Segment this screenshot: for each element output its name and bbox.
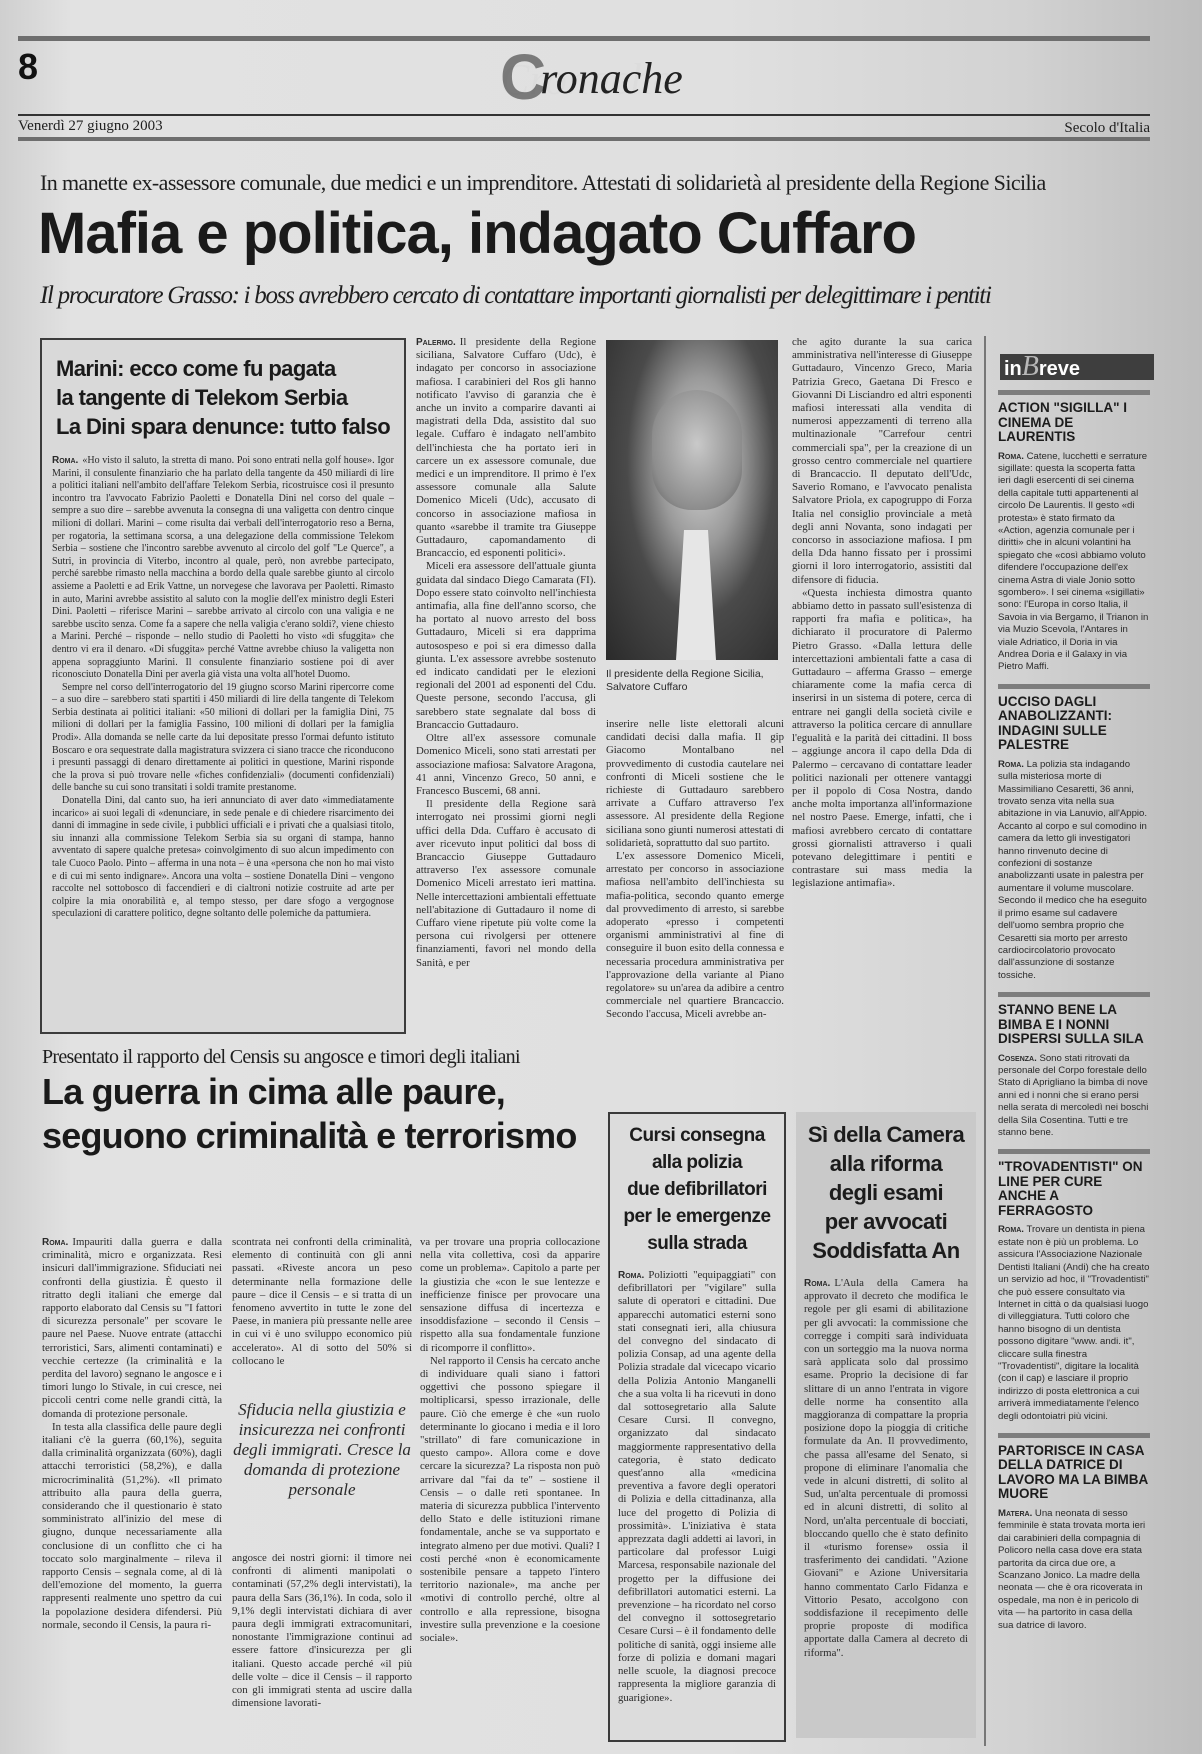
section-title-text	[500, 54, 672, 105]
issue-date: Venerdì 27 giugno 2003	[18, 118, 163, 134]
censis-column-2-top	[232, 1236, 412, 1386]
main-dateline: Palermo.	[416, 337, 456, 348]
main-paragraph: «Questa inchiesta dimostra quanto abbiamo detto in passato sull'esistenza di rapporti fra mafia e politica», ha dichiarato il procuratore di Palermo Pietro Grasso. «Dalla lettura delle intercettazioni ambientali fatte a casa di Guttadauro – afferma Grasso – emerge chiaramente come la mafia cerca di inserirsi in un sistema di potere, cerca di entrare nei gangli della società civile e attraverso la politica cercare di annullare l'egualità e la parità dei cittadini. Il boss – aggiunge ancora il capo della Dda di Palermo – cercavano di contattare leader politici nazionali per ottenere vantaggi per il popolo di Cosa Nostra, dando anche molta importanza all'informazione nel nostro Paese. Emerge, infatti, che i mafiosi avrebbero cercato di contattare grossi giornalisti attraverso i quali potevano delegittimare i pentiti e contrastare sui mass media la legislazione antimafia».	[792, 586, 972, 890]
censis-column-3	[420, 1236, 600, 1746]
main-paragraph: inserire nelle liste elettorali alcuni candidati decisi dalla mafia. Il gip Giacomo Montalbano nel provvedimento di custodia cautelare nei confronti di Miceli sostiene che le richieste di Guttadauro sarebbero arrivate a Cuffaro attraverso l'ex assessore. Al presidente della Regione siciliana sono giunti numerosi attestati di solidarietà, soprattutto dal suo partito.	[606, 718, 784, 849]
brief-text: Matera. Una neonata di sesso femminile è stata trovata morta ieri dai carabinieri della compagnia di Policoro nella casa dove era stata partorita da circa due ore, a Scanzano Jonico. La madre della neonata — che è ora ricoverata in ospedale, ma non è in pericolo di vita — ha partorito in casa della sua datrice di lavoro.	[998, 1507, 1146, 1631]
brief-divider	[998, 1433, 1150, 1438]
cursi-dateline: Roma.	[618, 1270, 645, 1281]
brief-text: Roma. Trovare un dentista in piena estate non è più un problema. Lo assicura l'Associazione Nazionale Dentisti Italiani (Andi) che ha creato un servizio ad hoc, il "Trovadentisti" che può essere consultato via Internet in città o da qualsiasi luogo di villeggiatura. Tutti coloro che hanno bisogno di un dentista possono digitare "www. andi. it", cliccare sulla finestra "Trovadentisti", digitare la località (con il cap) e lasciare il proprio indirizzo di posta elettronica a cui arriverà immediatamente l'elenco degli odontoiatri più vicini.	[998, 1224, 1150, 1422]
main-kicker: In manette ex-assessore comunale, due medici e un imprenditore. Attestati di solidarietà al presidente della Regione Sicilia	[40, 170, 1046, 195]
marini-paragraph: Sempre nel corso dell'interrogatorio del 19 giugno scorso Marini ripercorre come – a suo dire – sarebbero stati spartiti i 450 miliardi di lire della tangente di Telekom Serbia destinata ai politici italiani: «50 milioni di dollari per la famiglia Dini, 75 milioni di dollari per la famiglia Fassino, 100 milioni di dollari per la famiglia Prodi». Alla domanda se nelle carte da lui depositate presso l'ormai defunto istituto Boscaro e ora sequestrate dalla magistratura svizzera ci siano tracce che riconducono i presunti passaggi di denaro direttamente ai politici in questione, Marini risponde che la prova si può trovare nelle «fiches confidenziali» (documenti confidenziali) delle banche su cui sono transitati i soldi tramite prestanome.	[52, 681, 394, 794]
cursi-headline: Cursi consegna alla polizia due defibrillatori per le emergenze sulla strada	[623, 1125, 771, 1254]
cursi-body: Roma. Poliziotti "equipaggiati" con defibrillatori per "vigilare" sulla salute di operatori e cittadini. Due apparecchi automatici esterni sono stati consegnati ieri, alla chiusura del convegno del sindacato di polizia Consap, ad una agente della Polizia stradale dal vicecapo vicario della Polizia Antonio Manganelli che a sua volta li ha ricevuti in dono dal sottosegretario alla Salute Cesare Cursi. Il convegno, organizzato dal sindacato maggiormente rappresentativo della categoria, è stato dedicato quest'anno alla «medicina preventiva a favore degli operatori di Polizia e della cittadinanza, alla luce del progetto di Polizia di prossimità». L'iniziativa è stata apprezzata dagli addetti ai lavori, in particolare dal professor Luigi Marcesa, responsabile nazionale del progetto per la diffusione dei defibrillatori automatici esterni. La prevenzione – ha ricordato nel corso del convegno il sottosegretario Cesare Cursi – è il fondamento delle politiche di sanità, oggi insieme alle forze di polizia e domani magari nelle scuole, la diagnosi precoce rappresenta la migliore garanzia di guarigione».	[618, 1269, 776, 1704]
censis-paragraph: Nel rapporto il Censis ha cercato anche di individuare quali siano i fattori oggettivi che possono spiegare il moltiplicarsi, spesso irrazionale, delle paure. Ciò che emerge è che «un ruolo determinante lo giocano i media e il loro "strillato" di fare comunicazione in questo campo». Allora come e dove cercare la sicurezza? La risposta non può arrivare dal "fai da te" – sostiene il Censis – o dalle reti spontanee. In materia di sicurezza pubblica l'intervento dello Stato e delle istituzioni rimane fondamentale, anche se va supportato e integrato almeno per due motivi. Quali? I costi perché «non è economicamente sostenibile pensare a tappeto l'intero territorio nazionale», ma anche per «motivi di controllo perché, oltre al controllo e alla repressione, bisogna investire sulla prevenzione e la coesione sociale».	[420, 1354, 600, 1645]
censis-kicker: Presentato il rapporto del Censis su angosce e timori degli italiani	[42, 1046, 520, 1068]
main-paragraph: che agito durante la sua carica amministrativa nell'interesse di Giuseppe Guttadauro, Vincenzo Greco, Maria Patrizia Greco, Gaetana Di Fresco e Giovanni Di Lisciandro ed altri esponenti mafiosi interessati alla vendita di numerosi appezzamenti di terreno alla multinazionale "Carrefour centri commerciali spa", per la creazione di un grosso centro commerciale nel quartiere di Brancaccio. Il deputato dell'Udc, Saverio Romano, e l'avvocato penalista Salvatore Priola, ex capogruppo di Forza Italia nel consiglio provinciale a metà degli anni Novanta, sono indagati per concorso in associazione mafiosa. I pm della Dda hanno fissato per i prossimi giorni il loro interrogatorio, assistiti dal difensore di fiducia.	[792, 336, 972, 586]
marini-headline-2: la tangente di Telekom Serbia	[56, 385, 348, 410]
brief-text: Roma. La polizia sta indagando sulla misteriosa morte di Massimiliano Cesaretti, 36 anni, trovato senza vita nella sua abitazione in via Lanuvio, all'Appio. Accanto al corpo e sul comodino in camera da letto gli investigatori hanno rinvenuto decine di confezioni di sostanze anabolizzanti usate in palestra per aumentare il volume muscolare. Secondo il medico che ha eseguito il primo esame sul cadavere dell'uomo sembra proprio che Cesaretti sia morto per arresto cardiocircolatorio provocato dall'assunzione di sostanze tossiche.	[998, 758, 1148, 981]
brief-divider	[998, 684, 1150, 689]
brief-item	[998, 992, 1150, 1139]
brief-title: PARTORISCE IN CASA DELLA DATRICE DI LAVORO MA LA BIMBA MUORE	[998, 1442, 1148, 1502]
page-number: 8	[18, 46, 39, 87]
main-story-column-3	[792, 336, 972, 1026]
marini-paragraph: Donatella Dini, dal canto suo, ha ieri annunciato di aver dato «immediatamente incarico» ai suoi legali di «denunciare, in sede penale e di chiedere risarcimento dei danni di immagine in sede civile, i pubblici ufficiali e i privati che a qualsiasi titolo, siu innanzi alla commissione Telekom Serbia sia su organi di stampa, hanno avventato di sapere qualche pretesa» coinvolgimento di suo alcun impedimento con tale Cuoco Paolo. Pinto – afferma in una nota – è una «persona che non ho mai visto e di cui mi sento indignare». Ancora una volta – sostiene Donatella Dini – vengono raccolte nel sottobosco di faccendieri e di cialtroni notizie costruite ad arte per colpire la mia onorabilità e, al tempo stesso, per dare sfogo a vergognose speculazioni di carattere politico, degne soltanto delle polemiche da pattumiera.	[52, 795, 394, 920]
section-title-rest: ronache	[540, 54, 683, 103]
cuffaro-photo	[606, 340, 778, 660]
brief-text: Cosenza. Sono stati ritrovati da personale del Corpo forestale dello Stato di Aprigliano la bimba di nove anni ed i nonni che si erano persi nella serata di mercoledì nei boschi della Sila Cosentina. Tutti e tre stanno bene.	[998, 1052, 1149, 1139]
in-breve-sidebar	[984, 336, 1156, 1746]
header-rule-bottom	[18, 137, 1150, 141]
censis-headline-line-2: seguono criminalità e terrorismo	[42, 1115, 577, 1156]
marini-paragraph: Roma. «Ho visto il saluto, la stretta di mano. Poi sono entrati nella golf house». Igor Marini, il consulente finanziario che ha parlato della tangente da 450 miliardi di lire a politici italiani nell'ambito dell'affare Telekom Serbia, ricostruisce così il presunto incontro tra l'avvocato Fabrizio Paoletti e Donatella Dini nel corso del quale – sempre a suo dire – sarebbe avvenuta la consegna di una valigetta con dentro cinque milioni di dollari. Marini – come risulta dai verbali dell'interrogatorio reso a Berna, per rogatoria, la settimana scorsa, a una delegazione della commissione Telekom Serbia – sostiene che l'incontro sarebbe avvenuto al circolo del golf "Le Querce", a Sutri, in provincia di Viterbo, incontro al quale, però, non avrebbe partecipato, perché sarebbe rimasto nella macchina a bordo della quale sarebbe giunto al circolo assieme a Paoletti e ad Erik Vattne, un norvegese che lavorava per Paoletti. Rimasto in auto, Marini avrebbe assistito al saluto con la moglie dell'ex ministro degli Esteri Dini. Paoletti – riferisce Marini – sarebbe arrivato al circolo con una valigia e ne sarebbe uscito senza. Come fa a sapere che nella valigia c'erano soldi?, viene chiesto a Marini. Perché – risponde – nello studio di Paoletti ho visto «di sfuggita» che dentro vi era il denaro. «Di sfuggita» perché Vattne avrebbe chiuso la valigetta non appena sopraggiunto Marini. Il consulente finanziario sostiene poi di aver riconosciuto Donatella Dini per averla già vista una volta all'hotel Duomo.	[52, 455, 394, 681]
marini-headline-3: La Dini spara denunce: tutto falso	[56, 414, 391, 439]
censis-column-2-bottom	[232, 1552, 412, 1747]
main-headline: Mafia e politica, indagato Cuffaro	[38, 201, 916, 266]
brief-item	[998, 1149, 1150, 1423]
censis-paragraph: scontrata nei confronti della criminalità, elemento di continuità con gli anni passati. «Riveste ancora un peso determinante nella formazione delle paure – dice il Censis – e si tratta di un fenomeno avvertito in tutte le zone del Paese, in maniera più pressante nelle aree in cui vi è uno sviluppo economico più accelerato». Al di sotto del 50% si collocano le	[232, 1236, 412, 1367]
brief-divider	[998, 1149, 1150, 1154]
main-paragraph: Oltre all'ex assessore comunale Domenico Miceli, sono stati arrestati per associazione mafiosa: Salvatore Aragona, 41 anni, Vincenzo Greco, 50 anni, e Francesco Buscemi, 68 anni.	[416, 732, 596, 797]
marini-body	[42, 441, 404, 921]
newspaper-name: Secolo d'Italia	[1064, 120, 1150, 136]
in-breve-label: inBreve	[1000, 354, 1154, 380]
camera-article-box	[796, 1112, 976, 1738]
brief-item	[998, 390, 1150, 674]
main-paragraph: L'ex assessore Domenico Miceli, arrestato per concorso in associazione mafiosa nell'ambito dell'inchiesta su mafia-politica, secondo quanto emerge dal provvedimento di arresto, si sarebbe adoperato «presso i competenti organismi amministrativi al fine di conseguire il buon esito della connessa e necessaria procedura amministrativa per l'approvazione della variante al Piano regolatore» su un'area da adibire a centro commerciale nel quartiere Brancaccio. Secondo l'accusa, Miceli avrebbe an-	[606, 850, 784, 1021]
brief-item	[998, 1433, 1150, 1632]
censis-headline-line-1: La guerra in cima alle paure,	[42, 1071, 505, 1112]
photo-shirt	[676, 530, 716, 660]
brief-title: STANNO BENE LA BIMBA E I NONNI DISPERSI SULLA SILA	[998, 1002, 1144, 1047]
brief-text: Roma. Catene, lucchetti e serrature sigillate: questa la scoperta fatta ieri dagli esercenti di sei cinema della capitale tutti appartenenti al circolo De Laurentis. Il gesto «di protesta» è stato firmato da «Action, agenzia comunale per i diritti» che in alcuni volantini ha spiegato che «così abbiamo voluto difendere l'occupazione dell'ex cinema Astra di viale Jonio sotto sgombero». I sei cinema «sigillati» sono: l'Europa in corso Italia, il Savoia in via Bergamo, il Trianon in via Muzio Scevola, l'Antares in viale Adriatico, il Doria in via Andrea Doria e il Galaxy in via Pietro Maffi.	[998, 450, 1149, 673]
censis-dateline: Roma.	[42, 1237, 69, 1248]
censis-paragraph: angosce dei nostri giorni: il timore nei confronti di alimenti manipolati o contaminati (57,2% degli intervistati), la paura della Sars (36,1%). In coda, solo il 9,1% degli intervistati dichiara di aver paura degli immigrati extracomunitari, nonostante l'immigrazione continui ad essere fattore d'insicurezza per gli italiani. Questo accade perché «il più delle volte – dice il Censis – il rapporto con gli immigrati stenta ad uscire dalla dimensione lavorati-	[232, 1552, 412, 1710]
censis-headline	[42, 1070, 577, 1158]
censis-paragraph: va per trovare una propria collocazione nella vita collettiva, così da apparire come un problema». Capitolo a parte per la giustizia che «con le sue lentezze e inefficienze finisce per provocare una sensazione diffusa di incertezza e insoddisfazione – secondo il Censis – rispetto alla sua fondamentale funzione di ricomporre il conflitto».	[420, 1236, 600, 1354]
main-paragraph: Palermo. Il presidente della Regione siciliana, Salvatore Cuffaro (Udc), è indagato per concorso in associazione mafiosa. I carabinieri del Ros gli hanno notificato l'avviso di garanzia che è anche un invito a comparire davanti ai magistrati della Dda, assistito dal suo legale. Cuffaro è indagato nell'ambito dell'inchiesta che ha portato ieri in carcere un ex assessore comunale, due medici e un imprenditore. Il primo è l'ex assessore comunale alla Salute Domenico Miceli (Udc), accusato di concorso in associazione mafiosa in quanto «sarebbe il tramite tra Giuseppe Guttadauro, capomandamento di Brancaccio, ed esponenti politici».	[416, 336, 596, 560]
marini-article-box	[40, 338, 406, 1034]
main-paragraph: Il presidente della Regione sarà interrogato nei prossimi giorni negli uffici della Dda. Cuffaro è accusato di aver ricevuto input politici dal boss di Brancaccio Giuseppe Guttadauro attraverso l'ex assessore comunale Domenico Miceli arrestato ieri mattina. Nelle intercettazioni ambientali effettuate nell'abitazione di Guttadauro il nome di Cuffaro viene ripetute più volte come la persona cui rivolgersi per ottenere finanziamenti, favori nel mondo della Sanità, e per	[416, 798, 596, 969]
censis-paragraph: Roma. Impauriti dalla guerra e dalla criminalità, micro e organizzata. Resi insicuri dall'immigrazione. Sfiduciati nei confronti della giustizia. È questo il ritratto degli italiani che emerge dal rapporto elaborato dal Censis su "I fattori di sicurezza personale" per scovare le paure nel Paese. Nuove entrate (attacchi terroristici, Sars, alimenti contaminati) e vecchie certezze (la criminalità e la perdita del lavoro) segnano le angosce e i timori lungo lo Stivale, in cui cresce, nei piccoli centri come nelle grandi città, la domanda di protezione personale.	[42, 1236, 222, 1420]
censis-paragraph: In testa alla classifica delle paure degli italiani c'è la guerra (60,1%), seguita dalla criminalità organizzata (60%), dagli attacchi terroristici (58,2%), e dalla microcriminalità (51,2%). «Il primato attribuito alla paura della guerra, considerando che il questionario è stato somministrato all'inizio del mese di giugno, dunque necessariamente alla conclusione di un conflitto che ci ha toccato solo marginalmente – rileva il rapporto Censis – segnala come, al di là dell'emozione del momento, la guerra rappresenti realmente uno spettro da cui la popolazione desidera difendersi. Più normale, secondo il Censis, la paura ri-	[42, 1420, 222, 1631]
camera-headline: Sì della Camera alla riforma degli esami per avvocati Soddisfatta An	[807, 1122, 965, 1263]
header-rule-mid	[18, 114, 1150, 116]
photo-face	[652, 390, 742, 510]
marini-dateline: Roma.	[52, 455, 79, 466]
brief-item	[998, 684, 1150, 982]
brief-divider	[998, 390, 1150, 395]
camera-body: Roma. L'Aula della Camera ha approvato il decreto che modifica le regole per gli esami di abilitazione per gli avvocati: la commissione che corregge i compiti sarà individuata con un sorteggio ma la nuova norma sarà applicata solo dal prossimo esame. Proprio la decisione di far slittare di un anno l'entrata in vigore delle norme ha consentito alla maggioranza di compattare la propria posizione dopo la pioggia di critiche formulate da An. Il provvedimento, che passa all'esame del Senato, si propone di eliminare l'anomalia che vede in alcuni distretti, di solito al Sud, un'alta percentuale di promossi ed in alcuni distretti, di solito al Nord, un'alta percentuale di bocciati, bloccando quello che è stato definito il «turismo forense» ossia il trasferimento dei candidati. "Azione Giovani" e Azione Universitaria hanno commentato Carlo Fidanza e Vittorio Pesato, accolgono con soddisfazione il recepimento delle proprie proposte di modifica apportate dalla Camera al decreto di riforma".	[804, 1277, 968, 1659]
main-story-column-1	[416, 336, 596, 1036]
marini-headline-1: Marini: ecco come fu pagata	[56, 356, 336, 381]
censis-column-1	[42, 1236, 222, 1746]
section-initial: C	[500, 41, 547, 113]
main-paragraph: Miceli era assessore dell'attuale giunta guidata dal sindaco Diego Camarata (FI). Dopo essere stato coinvolto nell'inchiesta antimafia, alla fine dell'anno scorso, che ha portato al nuovo arresto del boss Guttadauro, Miceli si era dapprima autosospeso e poi si era dimesso dalla giunta. L'ex assessore avrebbe sostenuto ed indicato candidati per le elezioni regionali del 2001 ad esponenti del Cdu. Queste persone, secondo l'accusa, gli sarebbero state segnalate dal boss di Brancaccio Guttadauro.	[416, 560, 596, 731]
photo-caption: Il presidente della Regione Sicilia, Salvatore Cuffaro	[606, 668, 764, 693]
brief-title: ACTION "SIGILLA" I CINEMA DE LAURENTIS	[998, 400, 1128, 444]
brief-title: UCCISO DAGLI ANABOLIZZANTI: INDAGINI SULLE PALESTRE	[998, 693, 1112, 753]
camera-dateline: Roma.	[804, 1278, 831, 1289]
section-masthead	[500, 40, 720, 113]
brief-divider	[998, 992, 1150, 997]
main-subhead: Il procuratore Grasso: i boss avrebbero cercato di contattare importanti giornalisti per delegittimare i pentiti	[40, 282, 991, 309]
cursi-article-box	[608, 1112, 786, 1742]
main-story-column-2	[606, 718, 784, 1036]
brief-title: "TROVADENTISTI" ON LINE PER CURE ANCHE A FERRAGOSTO	[998, 1159, 1143, 1218]
censis-pull-quote: Sfiducia nella giustizia e insicurezza nei confronti degli immigrati. Cresce la domanda di protezione personale	[233, 1400, 411, 1499]
